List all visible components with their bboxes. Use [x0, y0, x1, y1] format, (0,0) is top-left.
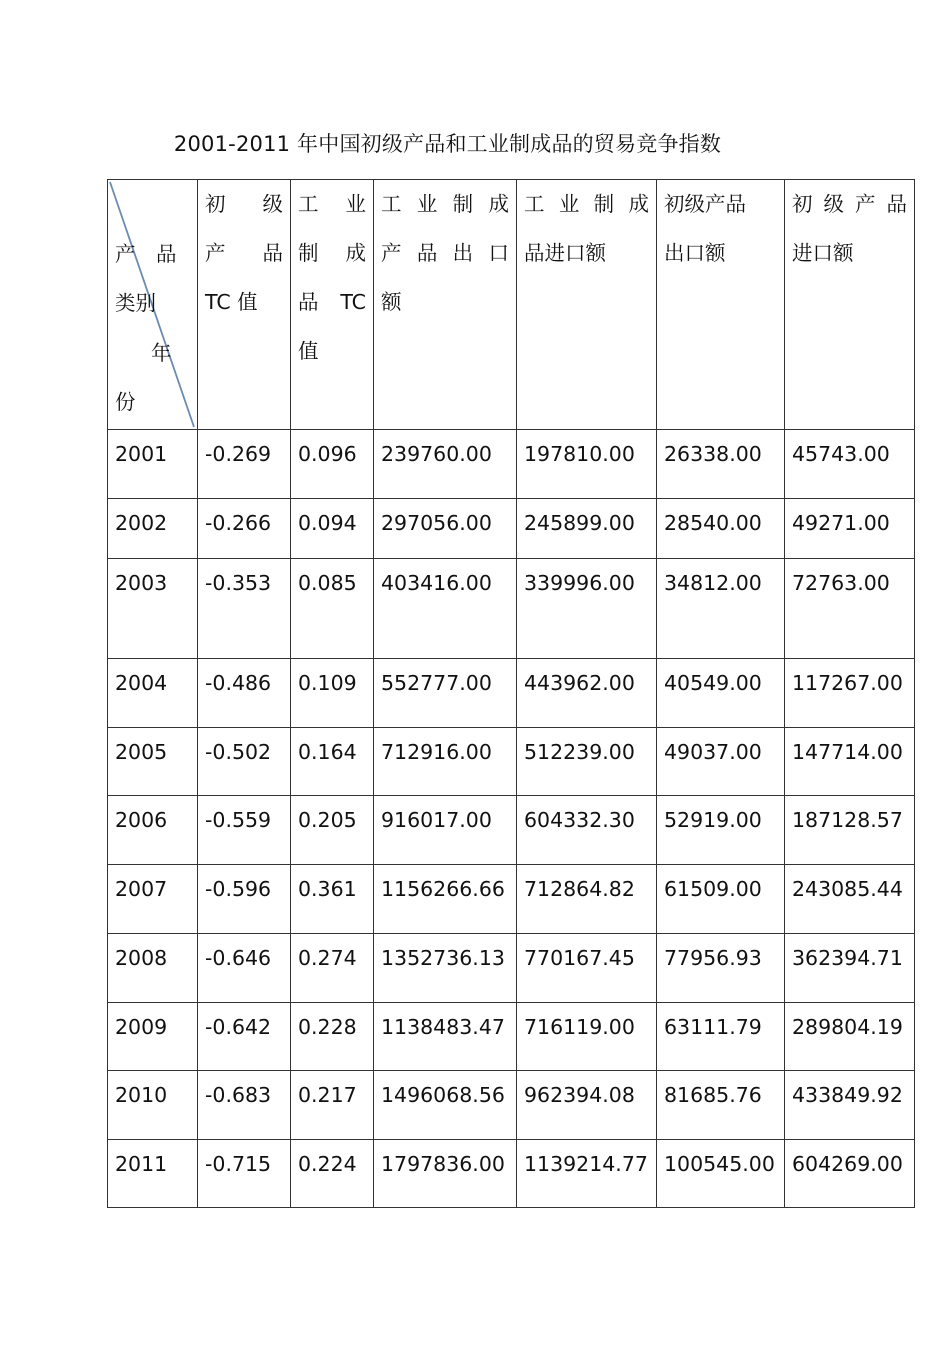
cell-year: 2007 — [108, 865, 198, 934]
cell-year: 2006 — [108, 796, 198, 865]
cell-primary-export: 77956.93 — [657, 934, 785, 1003]
header-line: 工业制成 — [381, 192, 509, 216]
col-header-primary-import — [785, 180, 915, 430]
col-header-manufactured-tc — [291, 180, 374, 430]
cell-manufactured-import: 512239.00 — [517, 728, 657, 796]
cell-manufactured-export: 1352736.13 — [374, 934, 517, 1003]
cell-manufactured-export: 1156266.66 — [374, 865, 517, 934]
header-line: 产 品 — [205, 241, 283, 265]
corner-header-cell — [108, 180, 198, 430]
cell-primary-tc: -0.559 — [198, 796, 291, 865]
header-line: 进口额 — [792, 241, 854, 265]
table-row — [108, 1140, 915, 1208]
cell-manufactured-import: 712864.82 — [517, 865, 657, 934]
trade-competitiveness-table — [107, 179, 915, 1208]
cell-primary-tc: -0.266 — [198, 499, 291, 559]
cell-manufactured-tc: 0.361 — [291, 865, 374, 934]
cell-manufactured-tc: 0.085 — [291, 559, 374, 659]
cell-primary-export: 28540.00 — [657, 499, 785, 559]
cell-primary-import: 147714.00 — [785, 728, 915, 796]
header-line: 初 级 — [205, 192, 283, 216]
cell-year: 2010 — [108, 1071, 198, 1140]
cell-manufactured-tc: 0.109 — [291, 659, 374, 728]
cell-manufactured-export: 1496068.56 — [374, 1071, 517, 1140]
col-header-manufactured-import — [517, 180, 657, 430]
cell-manufactured-export: 712916.00 — [374, 728, 517, 796]
cell-year: 2009 — [108, 1003, 198, 1071]
cell-manufactured-export: 403416.00 — [374, 559, 517, 659]
cell-manufactured-tc: 0.094 — [291, 499, 374, 559]
page-title: 2001-2011 年中国初级产品和工业制成品的贸易竞争指数 — [173, 132, 722, 156]
corner-label-year-1: 年 — [151, 341, 172, 365]
col-header-primary-tc — [198, 180, 291, 430]
cell-primary-tc: -0.353 — [198, 559, 291, 659]
cell-manufactured-import: 443962.00 — [517, 659, 657, 728]
cell-manufactured-import: 962394.08 — [517, 1071, 657, 1140]
cell-manufactured-export: 552777.00 — [374, 659, 517, 728]
cell-year: 2002 — [108, 499, 198, 559]
table-row — [108, 499, 915, 559]
cell-year: 2008 — [108, 934, 198, 1003]
cell-manufactured-export: 916017.00 — [374, 796, 517, 865]
cell-primary-tc: -0.502 — [198, 728, 291, 796]
cell-manufactured-tc: 0.217 — [291, 1071, 374, 1140]
cell-manufactured-import: 770167.45 — [517, 934, 657, 1003]
cell-primary-import: 362394.71 — [785, 934, 915, 1003]
cell-primary-tc: -0.269 — [198, 430, 291, 499]
cell-primary-tc: -0.683 — [198, 1071, 291, 1140]
header-line: 出口额 — [664, 241, 726, 265]
cell-manufactured-tc: 0.164 — [291, 728, 374, 796]
table-row — [108, 559, 915, 659]
cell-primary-import: 243085.44 — [785, 865, 915, 934]
cell-year: 2005 — [108, 728, 198, 796]
header-line: 额 — [381, 290, 402, 314]
cell-manufactured-import: 1139214.77 — [517, 1140, 657, 1208]
cell-manufactured-tc: 0.228 — [291, 1003, 374, 1071]
cell-year: 2003 — [108, 559, 198, 659]
header-line: 初级产品 — [792, 192, 907, 216]
cell-primary-tc: -0.486 — [198, 659, 291, 728]
cell-manufactured-import: 604332.30 — [517, 796, 657, 865]
cell-primary-export: 63111.79 — [657, 1003, 785, 1071]
header-line: 值 — [298, 339, 319, 363]
table-row — [108, 1071, 915, 1140]
cell-primary-import: 604269.00 — [785, 1140, 915, 1208]
cell-primary-export: 61509.00 — [657, 865, 785, 934]
cell-primary-import: 289804.19 — [785, 1003, 915, 1071]
header-line: 产品出口 — [381, 241, 509, 265]
cell-manufactured-import: 339996.00 — [517, 559, 657, 659]
cell-manufactured-tc: 0.274 — [291, 934, 374, 1003]
col-header-manufactured-export — [374, 180, 517, 430]
cell-primary-import: 49271.00 — [785, 499, 915, 559]
table-row — [108, 796, 915, 865]
cell-primary-export: 52919.00 — [657, 796, 785, 865]
cell-manufactured-export: 239760.00 — [374, 430, 517, 499]
cell-primary-export: 34812.00 — [657, 559, 785, 659]
cell-manufactured-export: 1797836.00 — [374, 1140, 517, 1208]
header-line: 工业制成 — [524, 192, 649, 216]
cell-primary-export: 49037.00 — [657, 728, 785, 796]
cell-primary-import: 117267.00 — [785, 659, 915, 728]
header-line: 品进口额 — [524, 241, 606, 265]
cell-year: 2011 — [108, 1140, 198, 1208]
cell-primary-tc: -0.642 — [198, 1003, 291, 1071]
table-row — [108, 1003, 915, 1071]
cell-primary-export: 26338.00 — [657, 430, 785, 499]
cell-primary-tc: -0.715 — [198, 1140, 291, 1208]
corner-label-category-1: 产 品 — [115, 242, 177, 266]
header-line: TC 值 — [205, 290, 258, 314]
cell-manufactured-export: 1138483.47 — [374, 1003, 517, 1071]
table-row — [108, 934, 915, 1003]
cell-primary-export: 100545.00 — [657, 1140, 785, 1208]
cell-manufactured-tc: 0.205 — [291, 796, 374, 865]
cell-primary-import: 45743.00 — [785, 430, 915, 499]
cell-manufactured-tc: 0.224 — [291, 1140, 374, 1208]
col-header-primary-export — [657, 180, 785, 430]
cell-manufactured-export: 297056.00 — [374, 499, 517, 559]
table-header-row — [108, 180, 915, 430]
cell-year: 2004 — [108, 659, 198, 728]
table-row — [108, 430, 915, 499]
cell-primary-tc: -0.596 — [198, 865, 291, 934]
cell-primary-export: 81685.76 — [657, 1071, 785, 1140]
corner-label-year-2: 份 — [115, 390, 136, 414]
header-line: 工 业 — [298, 192, 366, 216]
cell-year: 2001 — [108, 430, 198, 499]
table-row — [108, 728, 915, 796]
header-line: 初级产品 — [664, 192, 746, 216]
table-row — [108, 865, 915, 934]
header-line: 品 TC — [298, 290, 366, 314]
cell-manufactured-import: 245899.00 — [517, 499, 657, 559]
table-row — [108, 659, 915, 728]
cell-primary-import: 72763.00 — [785, 559, 915, 659]
cell-primary-import: 187128.57 — [785, 796, 915, 865]
cell-primary-export: 40549.00 — [657, 659, 785, 728]
header-line: 制 成 — [298, 241, 366, 265]
cell-primary-import: 433849.92 — [785, 1071, 915, 1140]
cell-manufactured-import: 716119.00 — [517, 1003, 657, 1071]
cell-primary-tc: -0.646 — [198, 934, 291, 1003]
cell-manufactured-tc: 0.096 — [291, 430, 374, 499]
corner-label-category-2: 类别 — [115, 291, 156, 315]
cell-manufactured-import: 197810.00 — [517, 430, 657, 499]
